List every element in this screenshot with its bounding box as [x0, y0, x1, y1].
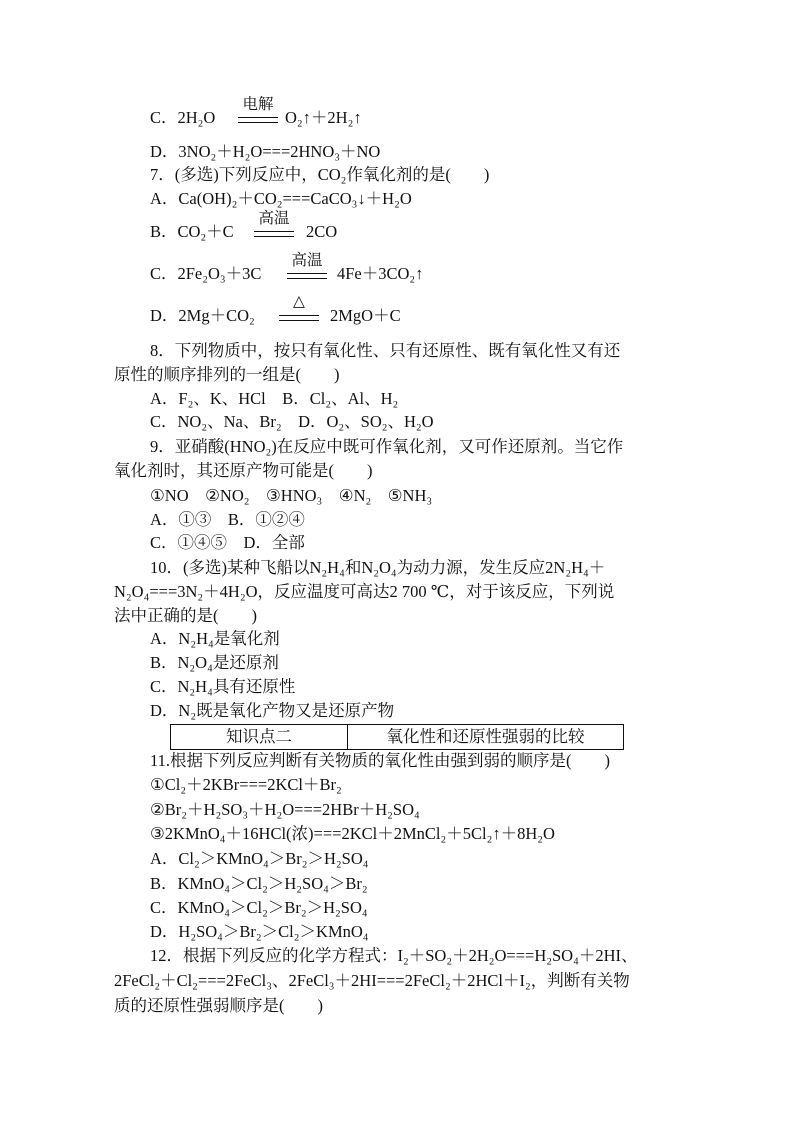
- q11-reaction-1: ①Cl₂＋2KBr===2KCl＋Br₂: [150, 775, 342, 794]
- double-arrow-sign: [287, 273, 327, 279]
- question-7: 7．(多选)下列反应中，CO₂作氧化剂的是( ): [150, 165, 490, 184]
- q8-options-cd: C．NO₂、Na、Br₂ D．O₂、SO₂、H₂O: [150, 412, 434, 431]
- option-c-products: O₂↑＋2H₂↑: [285, 108, 362, 127]
- question-10-line3: 法中正确的是( ): [114, 606, 257, 625]
- q7-option-c-products: 4Fe＋3CO₂↑: [337, 264, 424, 283]
- double-arrow-sign: [279, 315, 319, 321]
- reaction-condition: 高温: [291, 252, 323, 269]
- q11-option-a: A．Cl₂＞KMnO₄＞Br₂＞H₂SO₄: [150, 849, 369, 868]
- q11-option-b: B．KMnO₄＞Cl₂＞H₂SO₄＞Br₂: [150, 874, 368, 893]
- q7-option-b-products: 2CO: [306, 222, 338, 241]
- question-9-line2: 氧化剂时，其还原产物可能是( ): [114, 461, 373, 480]
- q8-options-ab: A．F₂、K、HCl B．Cl₂、Al、H₂: [150, 389, 399, 408]
- question-11: 11.根据下列反应判断有关物质的氧化性由强到弱的顺序是( ): [150, 751, 611, 770]
- q11-option-d: D．H₂SO₄＞Br₂＞Cl₂＞KMnO₄: [150, 922, 369, 941]
- reaction-condition: 高温: [258, 210, 290, 227]
- question-9-line1: 9．亚硝酸(HNO₂)在反应中既可作氧化剂，又可作还原剂。当它作: [150, 437, 624, 456]
- q9-options-cd: C．①④⑤ D．全部: [150, 533, 305, 552]
- double-arrow-sign: [254, 231, 294, 237]
- q7-option-d-label: D．2Mg＋CO₂: [150, 306, 255, 325]
- question-10-line1: 10．(多选)某种飞船以N₂H₄和N₂O₄为动力源，发生反应2N₂H₄＋: [150, 558, 606, 577]
- q7-option-c-label: C．2Fe₂O₃＋3C: [150, 264, 262, 283]
- question-12-line3: 质的还原性强弱顺序是( ): [114, 996, 323, 1015]
- q9-options-ab: A．①③ B．①②④: [150, 510, 305, 529]
- q7-option-a: A．Ca(OH)₂＋CO₂===CaCO₃↓＋H₂O: [150, 189, 412, 208]
- q9-choices: ①NO ②NO₂ ③HNO₃ ④N₂ ⑤NH₃: [150, 486, 433, 505]
- question-12-line2: 2FeCl₂＋Cl₂===2FeCl₃、2FeCl₃＋2HI===2FeCl₂＋2HCl＋I₂，判断有关物: [114, 971, 630, 990]
- reaction-condition: △: [293, 293, 305, 310]
- q11-reaction-3: ③2KMnO₄＋16HCl(浓)===2KCl＋2MnCl₂＋5Cl₂↑＋8H₂O: [150, 824, 555, 843]
- q7-option-d-products: 2MgO＋C: [330, 306, 401, 325]
- question-10-line2: N₂O₄===3N₂＋4H₂O，反应温度可高达2 700 ℃，对于该反应，下列说: [114, 582, 615, 601]
- q10-option-a: A．N₂H₄是氧化剂: [150, 629, 280, 648]
- option-c-label: C．2H₂O: [150, 108, 216, 127]
- option-d: D．3NO₂＋H₂O===2HNO₃＋NO: [150, 142, 381, 161]
- question-12-line1: 12．根据下列反应的化学方程式：I₂＋SO₂＋2H₂O===H₂SO₄＋2HI、: [150, 946, 638, 965]
- q10-option-b: B．N₂O₄是还原剂: [150, 653, 279, 672]
- reaction-condition: 电解: [242, 96, 274, 113]
- section-title: 氧化性和还原性强弱的比较: [386, 727, 585, 746]
- q7-option-b-label: B．CO₂＋C: [150, 222, 234, 241]
- q11-option-c: C．KMnO₄＞Cl₂＞Br₂＞H₂SO₄: [150, 898, 368, 917]
- question-8-line2: 原性的顺序排列的一组是( ): [114, 365, 340, 384]
- q10-option-d: D．N₂既是氧化产物又是还原产物: [150, 701, 395, 720]
- double-arrow-sign: [238, 117, 278, 123]
- question-8-line1: 8．下列物质中，按只有氧化性、只有还原性、既有氧化性又有还: [150, 341, 621, 360]
- section-label: 知识点二: [171, 725, 348, 749]
- section-header-table: [170, 724, 624, 750]
- q10-option-c: C．N₂H₄具有还原性: [150, 677, 296, 696]
- q11-reaction-2: ②Br₂＋H₂SO₃＋H₂O===2HBr＋H₂SO₄: [150, 800, 420, 819]
